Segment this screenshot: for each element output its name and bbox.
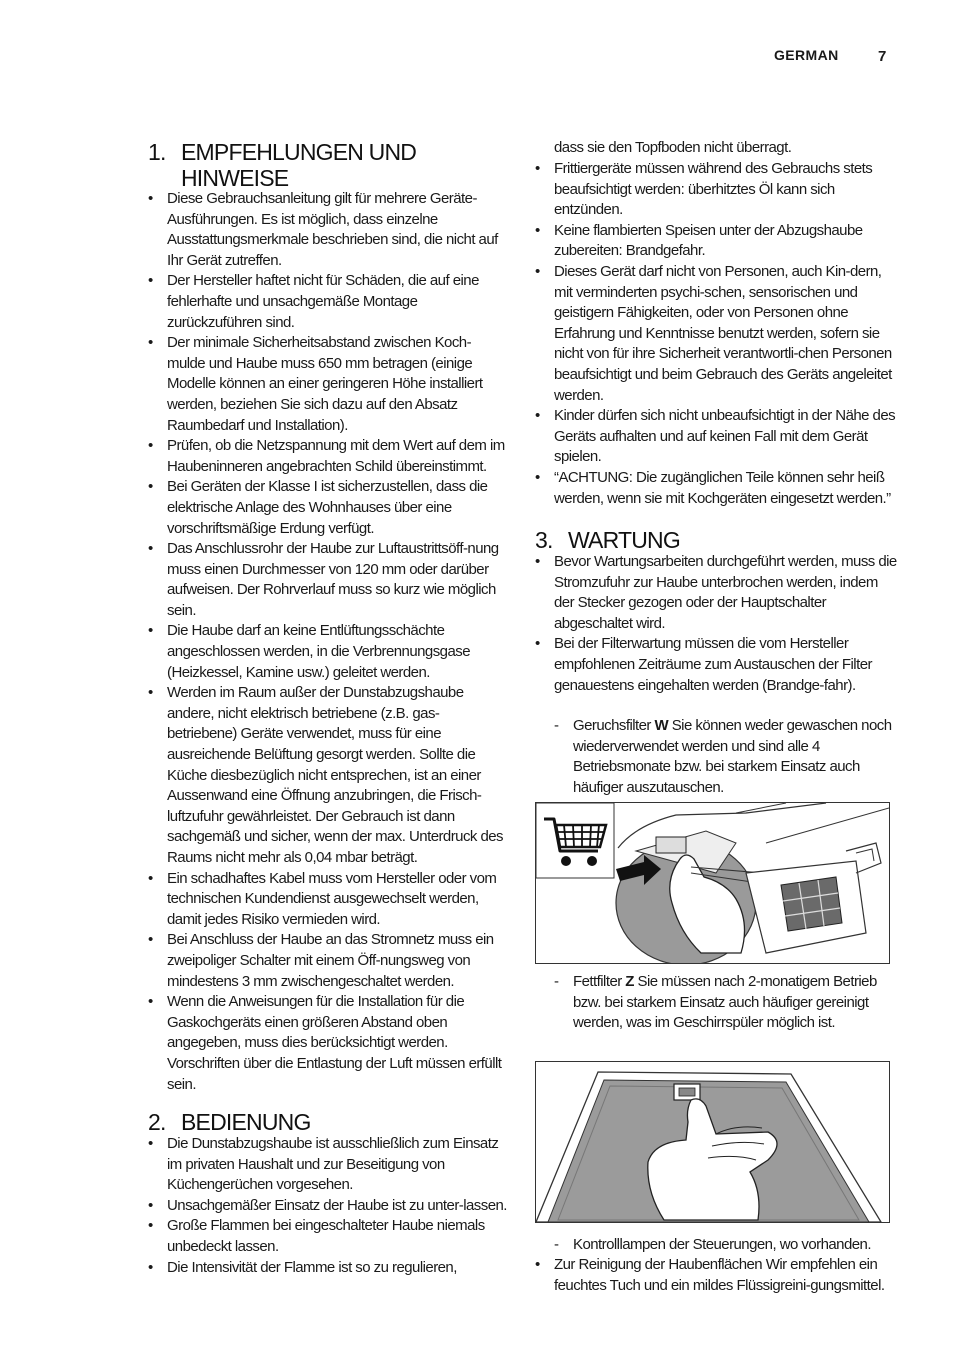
list-item: • “ACHTUNG: Die zugänglichen Teile können sehr heiß werden, wenn sie mit Kochgeräten eingesetzt werden.” [535, 468, 897, 509]
cleaning-list [535, 1255, 897, 1296]
grease-filter-note: - Fettfilter Z Sie müssen nach 2-monatigem Betrieb bzw. bei starkem Einsatz auch häufiger gereinigt werden, was im Geschirrspüler möglich ist. [554, 973, 877, 1032]
section-title-operation: 2. BEDIENUNG [148, 1109, 311, 1135]
list-item: • Werden im Raum außer der Dunstabzugshaube andere, nicht elektrisch betriebene (z.B. gas-betriebene) Geräte verwendet, muss für eine ausreichende Belüftung gesorgt werden. Sollte die Küche diesbezüglich nicht entsprechen, ist an einer Aussenwand eine Öffnung anzubringen, die Frisch-luftzufuhr gewährleistet. Der Gebrauch ist dann sachgemäß und sicher, wenn der max. Unterdruck des Raums nicht mehr als 0,04 mbar beträgt. [148, 683, 508, 868]
section-title-maintenance: 3. WARTUNG [535, 527, 680, 553]
list-item: • Große Flammen bei eingeschalteter Haube niemals unbedeckt lassen. [148, 1216, 508, 1257]
page-number: 7 [878, 48, 887, 65]
list-item: • Ein schadhaftes Kabel muss vom Hersteller oder vom technischen Kundendienst ausgewechselt werden, damit jedes Risiko vermieden wird. [148, 869, 508, 931]
list-item: • Der Hersteller haftet nicht für Schäden, die auf eine fehlerhafte und unsachgemäße Montage zurückzuführen sind. [148, 271, 508, 333]
list-item: • Dieses Gerät darf nicht von Personen, auch Kin-dern, mit verminderten psychi-schen, sensorischen und geistigern Fähigkeiten, oder von Personen ohne Erfahrung und Kenntnisse benutzt werden, sofern sie nicht von für ihre Sicherheit verantwortli-chen Personen beaufsichtigt und beim Gebrauch des Geräts angeleitet werden. [535, 262, 897, 406]
list-item: • Wenn die Anweisungen für die Installation für die Gaskochgeräts einen größeren Abstand oben angegeben, muss dies berücksichtigt werden. Vorschriften über die Entlastung der Luft müssen erfüllt sein. [148, 992, 508, 1095]
section-title-recommendations: 1. EMPFEHLUNGEN UND HINWEISE [148, 139, 417, 191]
header-language: GERMAN [774, 47, 839, 63]
list-item: • Frittiergeräte müssen während des Gebrauchs stets beaufsichtigt werden: überhitztes Öl kann sich entzünden. [535, 159, 897, 221]
operation-list [148, 1134, 508, 1278]
list-item: • Der minimale Sicherheitsabstand zwischen Koch-mulde und Haube muss 650 mm betragen (einige Modelle können an einer geringeren Höhe installiert werden, beziehen Sie sich dazu auf den Absatz Raumbedarf und Installation). [148, 333, 508, 436]
maintenance-list [535, 552, 897, 696]
list-item: • Bevor Wartungsarbeiten durchgeführt werden, muss die Stromzufuhr zur Haube unterbrochen werden, indem der Stecker gezogen oder der Hauptschalter abgeschaltet wird. [535, 552, 897, 634]
grease-filter-figure [535, 1061, 890, 1223]
odour-filter-figure [535, 802, 890, 964]
recommendations-list [148, 189, 508, 1095]
list-item: • Unsachgemäßer Einsatz der Haube ist zu unter-lassen. [148, 1196, 508, 1217]
list-item: • Prüfen, ob die Netzspannung mit dem Wert auf dem im Haubeninneren angebrachten Schild übereinstimmt. [148, 436, 508, 477]
list-item: • Kinder dürfen sich nicht unbeaufsichtigt in der Nähe des Geräts aufhalten und auf keinen Fall mit dem Gerät spielen. [535, 406, 897, 468]
operation-list-continued [535, 159, 897, 509]
odour-filter-note: - Geruchsfilter W Sie können weder gewaschen noch wiederverwendet werden und sind alle 4 Betriebsmonate bzw. bei starkem Einsatz auch häufiger auszutauschen. [554, 717, 892, 796]
list-item: • Bei Anschluss der Haube an das Stromnetz muss ein zweipoliger Schalter mit einem Öff-nungsweg von mindestens 3 mm zwischengeschaltet werden. [148, 930, 508, 992]
odour-filter-illustration [536, 803, 889, 963]
list-item: • Diese Gebrauchsanleitung gilt für mehrere Geräte-Ausführungen. Es ist möglich, dass einzelne Ausstattungsmerkmale beschrieben sind, die nicht auf Ihr Gerät zutreffen. [148, 189, 508, 271]
list-item: • Die Dunstabzugshaube ist ausschließlich zum Einsatz im privaten Haushalt und zur Beseitigung von Küchengerüchen vorgesehen. [148, 1134, 508, 1196]
grease-filter-illustration [536, 1062, 889, 1222]
continuation-text: dass sie den Topfboden nicht überragt. [554, 139, 792, 156]
list-item: • Das Anschlussrohr der Haube zur Luftaustrittsöff-nung muss einen Durchmesser von 120 mm oder darüber aufweisen. Der Rohrverlauf muss so kurz wie möglich sein. [148, 539, 508, 621]
list-item: • Keine flambierten Speisen unter der Abzugshaube zubereiten: Brandgefahr. [535, 221, 897, 262]
control-lamps-note: - Kontrolllampen der Steuerungen, wo vorhanden. [554, 1236, 871, 1253]
list-item: • Die Haube darf an keine Entlüftungsschächte angeschlossen werden, in die Verbrennungsgase (Heizkessel, Kamine usw.) geleitet werden. [148, 621, 508, 683]
list-item: • Die Intensivität der Flamme ist so zu regulieren, [148, 1258, 508, 1279]
list-item: • Bei Geräten der Klasse I ist sicherzustellen, dass die elektrische Anlage des Wohnhauses über eine vorschriftsmäßige Erdung verfügt. [148, 477, 508, 539]
list-item: • Bei der Filterwartung müssen die vom Hersteller empfohlenen Zeiträume zum Austauschen der Filter genauestens eingehalten werden (Brandge-fahr). [535, 634, 897, 696]
list-item: • Zur Reinigung der Haubenflächen Wir empfehlen ein feuchtes Tuch und ein mildes Flüssigreini-gungsmittel. [535, 1255, 897, 1296]
